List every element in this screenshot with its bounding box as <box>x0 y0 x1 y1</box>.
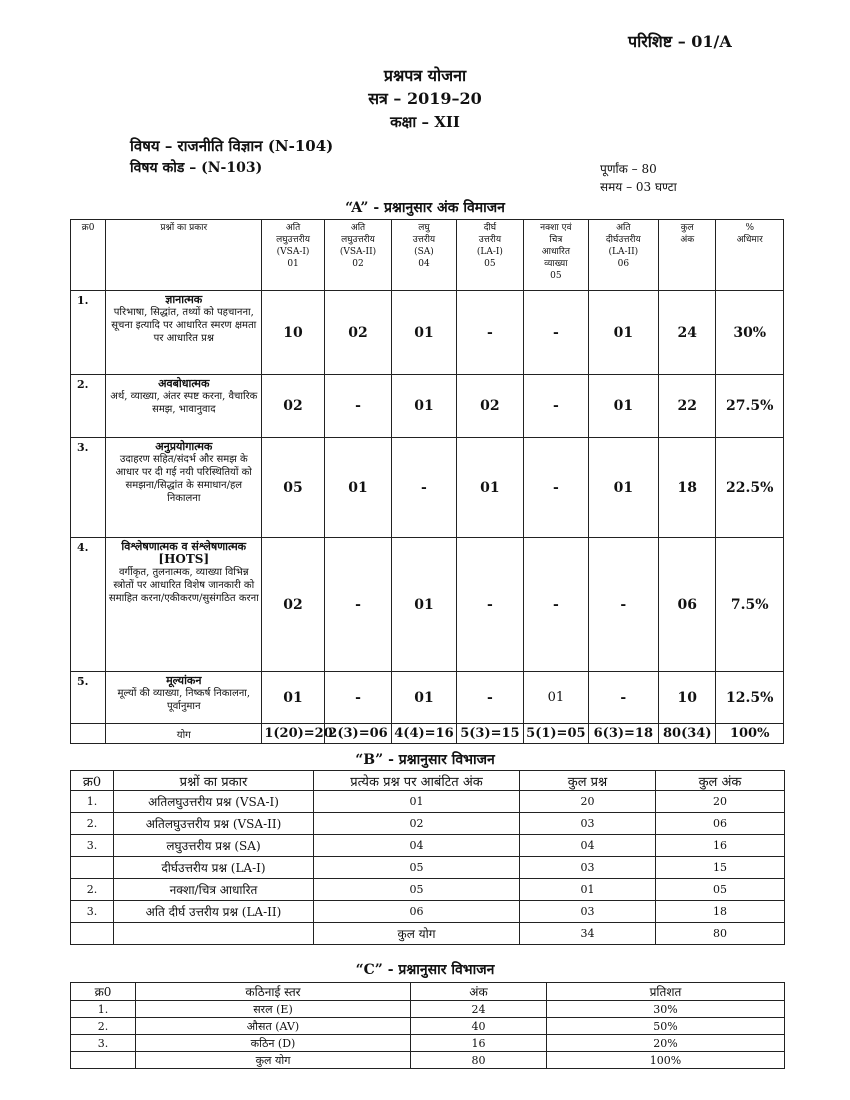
section-a-header-cell <box>71 220 106 291</box>
section-a-total-label: योग <box>106 724 262 744</box>
section-a-table <box>70 219 784 744</box>
question-type-cell <box>106 672 262 724</box>
section-a-header-line: (LA-II) <box>608 247 639 257</box>
section-a-value-cell: 01 <box>324 438 391 538</box>
section-c-cell: 2. <box>71 1018 136 1035</box>
section-b-total-cell: 34 <box>520 923 656 945</box>
section-a-header-line: नक्शा एवं <box>540 223 572 233</box>
question-type-cell <box>106 291 262 375</box>
section-a-value-cell: 01 <box>392 672 456 724</box>
section-b-cell: 01 <box>314 791 520 813</box>
section-a-total-cell: 1(20)=20 <box>262 724 324 744</box>
section-a-header-cell <box>262 220 324 291</box>
section-a-header-line: आधारित <box>541 247 570 257</box>
section-a-value-cell: 02 <box>456 375 523 438</box>
section-a-header-line: अति <box>616 223 631 233</box>
section-a-header-line: लघु <box>418 223 430 233</box>
section-a-header-line: अधिमार <box>736 235 763 245</box>
section-a-value-cell: 01 <box>392 375 456 438</box>
section-b-total-row <box>71 923 785 945</box>
section-b-cell: 04 <box>520 835 656 857</box>
section-c-total-cell: 100% <box>547 1052 785 1069</box>
section-a-title: “A” - प्रश्नानुसार अंक विमाजन <box>345 200 505 216</box>
time-label: समय – 03 घण्टा <box>600 180 677 194</box>
section-b-cell: अतिलघुउत्तरीय प्रश्न (VSA-I) <box>114 791 314 813</box>
subject-code-label: विषय कोड – (N-103) <box>130 160 263 176</box>
section-b-header-cell: प्रत्येक प्रश्न पर आबंटित अंक <box>314 771 520 791</box>
section-a-header-line: अति <box>285 223 301 233</box>
section-b-cell: अतिलघुउत्तरीय प्रश्न (VSA-II) <box>114 813 314 835</box>
section-b-cell: 15 <box>656 857 785 879</box>
section-b-total-cell <box>114 923 314 945</box>
section-a-value-cell: - <box>324 538 391 672</box>
section-b-row <box>71 901 785 923</box>
full-marks-label: पूर्णांक – 80 <box>600 162 657 176</box>
section-c-row <box>71 1001 785 1018</box>
section-b-cell: दीर्घउत्तरीय प्रश्न (LA-I) <box>114 857 314 879</box>
section-a-header-line: 02 <box>352 259 364 269</box>
section-a-header-cell <box>716 220 784 291</box>
section-b-cell: 20 <box>656 791 785 813</box>
section-a-value-cell: 30% <box>716 291 784 375</box>
question-type-heading: अनुप्रयोगात्मक <box>155 440 213 453</box>
section-a-header-line: लघुउत्तरीय <box>341 235 375 245</box>
section-a-header-line: % <box>745 223 754 233</box>
section-c-total-row <box>71 1052 785 1069</box>
section-a-header-line: उत्तरीय <box>478 235 502 245</box>
section-a-total-blank <box>71 724 106 744</box>
question-type-description: उदाहरण सहित/संदर्भ और समझ के आधार पर दी गई नयी परिस्थितियों को समझना/सिद्धांत के समाधान/हल निकालना <box>115 454 252 504</box>
section-a-value-cell: 10 <box>659 672 716 724</box>
question-type-description: परिभाषा, सिद्धांत, तथ्यों को पहचानना, सूचना इत्यादि पर आधारित स्मरण क्षमता पर आधारित प्रश्न <box>111 307 257 344</box>
section-b-header-cell: कुल अंक <box>656 771 785 791</box>
section-a-value-cell: - <box>456 672 523 724</box>
section-a-value-cell: 01 <box>524 672 588 724</box>
section-a-header-cell <box>659 220 716 291</box>
section-a-total-row <box>71 724 784 744</box>
section-a-row <box>71 438 784 538</box>
section-a-value-cell: 05 <box>262 438 324 538</box>
section-a-header-line: लघुउत्तरीय <box>276 235 310 245</box>
section-b-cell: 2. <box>71 813 114 835</box>
section-a-value-cell: 02 <box>262 538 324 672</box>
section-a-value-cell: 01 <box>392 291 456 375</box>
section-b-cell: 3. <box>71 835 114 857</box>
section-a-header-cell <box>588 220 658 291</box>
section-c-header-cell: प्रतिशत <box>547 983 785 1001</box>
section-a-value-cell: - <box>456 538 523 672</box>
section-b-cell: 16 <box>656 835 785 857</box>
section-a-serial: 5. <box>71 672 106 724</box>
section-b-cell: 05 <box>314 857 520 879</box>
section-a-header-line: 05 <box>484 259 496 269</box>
section-a-serial: 2. <box>71 375 106 438</box>
section-a-value-cell: - <box>524 538 588 672</box>
section-b-row <box>71 813 785 835</box>
section-a-row <box>71 538 784 672</box>
section-a-value-cell: - <box>588 672 658 724</box>
section-a-value-cell: - <box>324 375 391 438</box>
section-c-cell: 16 <box>411 1035 547 1052</box>
section-c-cell: 3. <box>71 1035 136 1052</box>
section-b-cell: लघुउत्तरीय प्रश्न (SA) <box>114 835 314 857</box>
section-a-header-cell <box>106 220 262 291</box>
section-b-header-cell: कुल प्रश्न <box>520 771 656 791</box>
section-a-row <box>71 672 784 724</box>
section-c-table <box>70 982 785 1069</box>
section-b-cell: 05 <box>314 879 520 901</box>
section-a-header-cell <box>524 220 588 291</box>
section-a-value-cell: 7.5% <box>716 538 784 672</box>
question-type-cell <box>106 438 262 538</box>
section-a-header-line: 05 <box>550 271 562 281</box>
section-b-title: “B” - प्रश्नानुसार विभाजन <box>355 752 495 768</box>
question-type-description: मूल्यों की व्याख्या, निष्कर्ष निकालना, पूर्वानुमान <box>117 688 251 712</box>
section-a-value-cell: - <box>524 375 588 438</box>
section-c-cell: सरल (E) <box>136 1001 411 1018</box>
section-a-header-line: प्रश्नों का प्रकार <box>160 223 208 233</box>
section-a-value-cell: 12.5% <box>716 672 784 724</box>
section-b-header-row <box>71 771 785 791</box>
section-b-cell: 2. <box>71 879 114 901</box>
class-label: कक्षा – XII <box>390 113 460 131</box>
section-c-cell: औसत (AV) <box>136 1018 411 1035</box>
section-a-value-cell: 01 <box>392 538 456 672</box>
section-a-total-cell: 5(1)=05 <box>524 724 588 744</box>
hots-label: [HOTS] <box>158 552 210 566</box>
section-c-header-row <box>71 983 785 1001</box>
section-c-total-cell: कुल योग <box>136 1052 411 1069</box>
section-b-cell: 3. <box>71 901 114 923</box>
section-c-row <box>71 1018 785 1035</box>
section-a-value-cell: 01 <box>588 438 658 538</box>
section-c-cell: 20% <box>547 1035 785 1052</box>
section-a-value-cell: 01 <box>588 375 658 438</box>
section-a-value-cell: - <box>324 672 391 724</box>
section-b-total-cell: कुल योग <box>314 923 520 945</box>
section-c-cell: 1. <box>71 1001 136 1018</box>
section-a-header-line: (LA-I) <box>476 247 503 257</box>
section-b-cell: 06 <box>314 901 520 923</box>
section-a-value-cell: 27.5% <box>716 375 784 438</box>
section-c-total-cell <box>71 1052 136 1069</box>
section-a-value-cell: 10 <box>262 291 324 375</box>
section-c-cell: 40 <box>411 1018 547 1035</box>
section-a-serial: 4. <box>71 538 106 672</box>
question-type-description: वर्गीकृत, तुलनात्मक, व्याख्या विभिन्न स्त्रोतों पर आधारित विशेष जानकारी को समाहित करना/एकीकरण/सुसंगठित करना <box>108 567 259 604</box>
section-b-cell: 03 <box>520 901 656 923</box>
section-a-header-line: (SA) <box>414 247 434 257</box>
section-a-header-line: दीर्घ <box>483 223 497 233</box>
document-title: प्रश्नपत्र योजना <box>383 66 467 85</box>
section-b-cell: 20 <box>520 791 656 813</box>
section-b-cell: 01 <box>520 879 656 901</box>
section-a-value-cell: 24 <box>659 291 716 375</box>
section-b-header-cell: क्र0 <box>71 771 114 791</box>
section-b-total-cell <box>71 923 114 945</box>
section-a-header-line: (VSA-II) <box>339 247 377 257</box>
section-a-header-line: कुल <box>680 223 694 233</box>
section-a-header-line: 06 <box>617 259 630 269</box>
section-a-value-cell: 01 <box>456 438 523 538</box>
session-label: सत्र – 2019–20 <box>368 89 482 108</box>
section-a-header-line: क्र0 <box>81 223 95 233</box>
section-c-cell: 30% <box>547 1001 785 1018</box>
section-b-cell: 03 <box>520 813 656 835</box>
subject-label: विषय – राजनीति विज्ञान (N-104) <box>130 137 334 155</box>
section-a-header-cell <box>456 220 523 291</box>
section-a-value-cell: 02 <box>262 375 324 438</box>
section-c-row <box>71 1035 785 1052</box>
section-a-value-cell: 22.5% <box>716 438 784 538</box>
section-b-cell: 18 <box>656 901 785 923</box>
section-a-header-line: (VSA-I) <box>276 247 310 257</box>
section-b-row <box>71 791 785 813</box>
section-b-cell: 04 <box>314 835 520 857</box>
section-a-value-cell: - <box>524 291 588 375</box>
section-b-total-cell: 80 <box>656 923 785 945</box>
section-a-value-cell: 06 <box>659 538 716 672</box>
section-a-header-row <box>71 220 784 291</box>
section-a-header-cell <box>324 220 391 291</box>
section-b-table <box>70 770 785 945</box>
appendix-label: परिशिष्ट – 01/A <box>628 32 732 51</box>
section-c-total-cell: 80 <box>411 1052 547 1069</box>
question-type-heading: मूल्यांकन <box>166 674 202 687</box>
section-b-row <box>71 835 785 857</box>
section-c-title: “C” - प्रश्नानुसार विभाजन <box>355 962 495 978</box>
section-a-value-cell: - <box>524 438 588 538</box>
section-b-row <box>71 857 785 879</box>
section-a-value-cell: 22 <box>659 375 716 438</box>
section-b-cell: 05 <box>656 879 785 901</box>
section-a-serial: 3. <box>71 438 106 538</box>
section-a-value-cell: 01 <box>262 672 324 724</box>
section-a-value-cell: - <box>456 291 523 375</box>
section-b-row <box>71 879 785 901</box>
question-type-heading: विश्लेषणात्मक व संश्लेषणात्मक <box>121 540 247 553</box>
section-a-total-cell: 4(4)=16 <box>392 724 456 744</box>
section-b-cell: अति दीर्घ उत्तरीय प्रश्न (LA-II) <box>114 901 314 923</box>
section-a-total-cell: 6(3)=18 <box>588 724 658 744</box>
section-b-cell: 1. <box>71 791 114 813</box>
question-type-heading: अवबोधात्मक <box>158 377 210 390</box>
section-a-row <box>71 291 784 375</box>
section-b-cell <box>71 857 114 879</box>
section-a-header-line: व्याख्या <box>544 259 568 269</box>
section-b-cell: 03 <box>520 857 656 879</box>
section-a-value-cell: 01 <box>588 291 658 375</box>
section-a-header-line: चित्र <box>549 235 563 245</box>
section-a-value-cell: 18 <box>659 438 716 538</box>
section-a-header-line: 01 <box>287 259 299 269</box>
section-a-value-cell: 02 <box>324 291 391 375</box>
section-a-header-line: अति <box>350 223 366 233</box>
section-a-header-cell <box>392 220 456 291</box>
section-b-cell: नक्शा/चित्र आधारित <box>114 879 314 901</box>
section-a-header-line: 04 <box>418 259 430 269</box>
section-c-header-cell: क्र0 <box>71 983 136 1001</box>
section-c-cell: कठिन (D) <box>136 1035 411 1052</box>
section-c-header-cell: कठिनाई स्तर <box>136 983 411 1001</box>
section-a-header-line: दीर्घउत्तरीय <box>605 235 641 245</box>
section-a-total-cell: 80(34) <box>659 724 716 744</box>
question-type-heading: ज्ञानात्मक <box>165 293 203 306</box>
question-type-cell <box>106 375 262 438</box>
section-b-cell: 02 <box>314 813 520 835</box>
section-a-value-cell: - <box>588 538 658 672</box>
section-a-total-cell: 5(3)=15 <box>456 724 523 744</box>
section-a-header-line: उत्तरीय <box>412 235 436 245</box>
section-c-cell: 24 <box>411 1001 547 1018</box>
question-type-description: अर्थ, व्याख्या, अंतर स्पष्ट करना, वैचारिक समझ, भावानुवाद <box>110 391 258 415</box>
section-a-header-line: अंक <box>680 235 695 245</box>
section-a-serial: 1. <box>71 291 106 375</box>
section-a-total-cell: 2(3)=06 <box>324 724 391 744</box>
section-c-cell: 50% <box>547 1018 785 1035</box>
section-b-header-cell: प्रश्नों का प्रकार <box>114 771 314 791</box>
question-type-cell <box>106 538 262 672</box>
section-b-cell: 06 <box>656 813 785 835</box>
section-a-total-cell: 100% <box>716 724 784 744</box>
section-a-value-cell: - <box>392 438 456 538</box>
section-c-header-cell: अंक <box>411 983 547 1001</box>
section-a-row <box>71 375 784 438</box>
